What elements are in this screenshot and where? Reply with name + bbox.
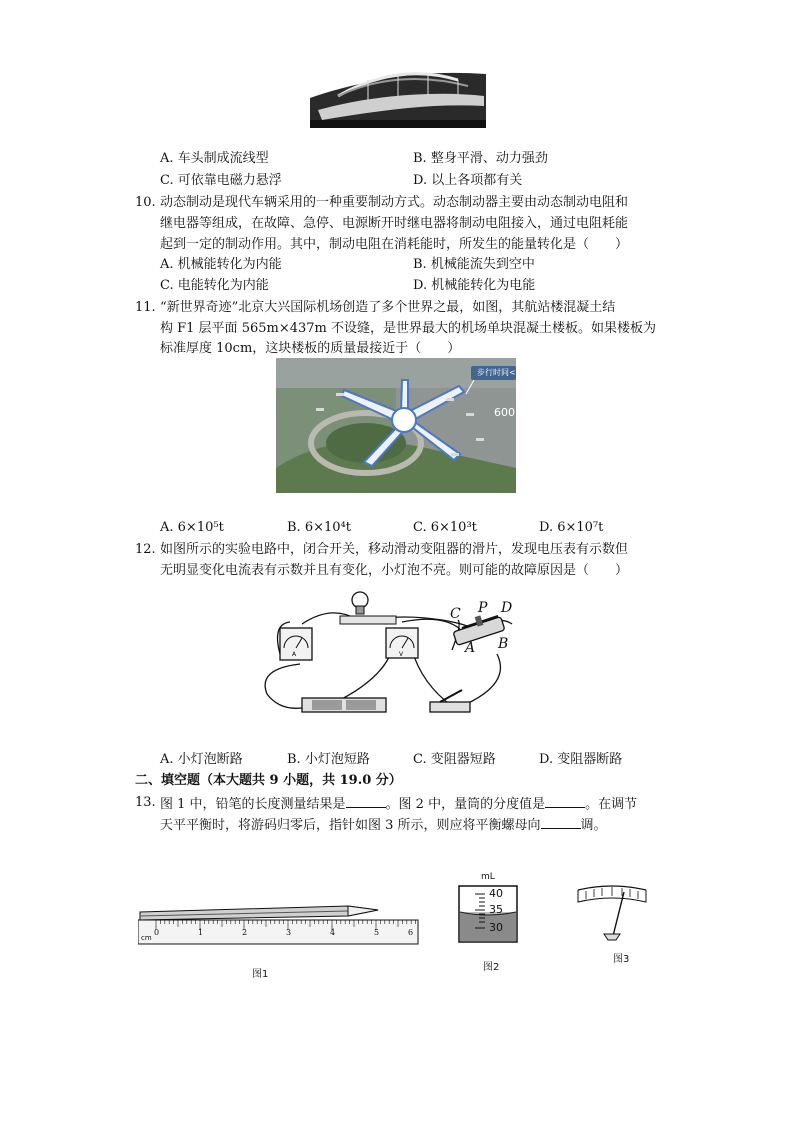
q12-line-1: 如图所示的实验电路中，闭合开关，移动滑动变阻器的滑片，发现电压表有示数但 [160, 542, 629, 557]
ruler-tick-4: 4 [330, 928, 336, 937]
circuit-label-c: C [450, 606, 461, 622]
q12-option-d: D. 变阻器断路 [539, 752, 623, 767]
q11-line-1: “新世界奇迹”北京大兴国际机场创造了多个世界之最，如图，其航站楼混凝土结 [160, 300, 616, 315]
q13-line-2 [160, 814, 607, 836]
q12-option-b: B. 小灯泡短路 [287, 752, 370, 767]
q9-option-b: B. 整身平滑、动力强劲 [413, 151, 548, 166]
q10-line-3: 起到一定的制动作用。其中，制动电阻在消耗能时，所发生的能量转化是（ ） [160, 237, 629, 252]
circuit-label-p: P [478, 600, 488, 616]
q13-blank-2[interactable] [545, 793, 585, 808]
svg-text:A: A [292, 651, 297, 658]
figure-3-caption: 图3 [613, 954, 630, 965]
balance-pointer-figure [572, 880, 652, 942]
q11-number: 11. [135, 300, 156, 315]
q13-number: 13. [135, 795, 156, 810]
q13-line1-part-c: 。在调节 [585, 797, 638, 812]
q12-number: 12. [135, 542, 156, 557]
q12-line-2: 无明显变化电流表有示数并且有变化，小灯泡不亮。则可能的故障原因是（ ） [160, 563, 629, 578]
q13-line1-part-a: 图 1 中，铅笔的长度测量结果是 [160, 797, 346, 812]
ruler-unit: cm [141, 934, 152, 942]
q12-option-a: A. 小灯泡断路 [160, 752, 243, 767]
airport-figure [276, 358, 516, 493]
q9-option-d: D. 以上各项都有关 [413, 173, 523, 188]
q10-line-1: 动态制动是现代车辆采用的一种重要制动方式。动态制动器主要由动态制动电阻和 [160, 195, 629, 210]
q11-line-2: 构 F1 层平面 565m×437m 不设缝，是世界最大的机场单块混凝土楼板。如果楼板为 [160, 321, 656, 336]
cylinder-unit: mL [481, 872, 495, 882]
section-heading: 二、填空题（本大题共 9 小题，共 19.0 分） [135, 773, 402, 788]
q12-option-c: C. 变阻器短路 [413, 752, 496, 767]
maglev-train-figure [308, 66, 488, 128]
circuit-figure [262, 584, 532, 724]
ammeter-icon [280, 628, 312, 660]
q10-option-b: B. 机械能流失到空中 [413, 257, 535, 272]
figure-2-caption: 图2 [483, 962, 500, 973]
ruler-tick-5: 5 [374, 928, 380, 937]
q13-blank-1[interactable] [346, 793, 386, 808]
q9-option-a: A. 车头制成流线型 [160, 151, 269, 166]
battery-icon [302, 698, 386, 712]
q10-option-c: C. 电能转化为内能 [160, 278, 269, 293]
q13-line-1 [160, 793, 637, 815]
cylinder-figure [455, 872, 523, 944]
q10-option-d: D. 机械能转化为电能 [413, 278, 536, 293]
pencil-ruler-figure [138, 900, 420, 950]
q13-line2-part-b: 调。 [580, 818, 607, 833]
q10-option-a: A. 机械能转化为内能 [160, 257, 282, 272]
cylinder-mark-30: 30 [489, 921, 503, 934]
q10-number: 10. [135, 195, 156, 210]
cylinder-mark-35: 35 [489, 903, 503, 916]
circuit-label-a: A [465, 640, 476, 656]
q11-option-a: A. 6×10⁵t [160, 520, 224, 535]
ruler-tick-3: 3 [286, 928, 292, 937]
cylinder-mark-40: 40 [489, 887, 503, 900]
circuit-label-d: D [501, 600, 513, 616]
figure-1-caption: 图1 [252, 969, 269, 980]
q11-option-d: D. 6×10⁷t [539, 520, 604, 535]
q11-line-3: 标准厚度 10cm，这块楼板的质量最接近于（ ） [160, 341, 461, 356]
ruler-tick-2: 2 [242, 928, 248, 937]
q9-option-c: C. 可依靠电磁力悬浮 [160, 173, 282, 188]
bulb-icon [340, 592, 396, 624]
ruler-tick-1: 1 [198, 928, 204, 937]
q13-line1-part-b: 。图 2 中，量筒的分度值是 [385, 797, 546, 812]
airport-number-label: 600 [494, 406, 515, 419]
switch-icon [430, 690, 470, 712]
q13-line2-part-a: 天平平衡时，将游码归零后，指针如图 3 所示，则应将平衡螺母向 [160, 818, 541, 833]
svg-text:V: V [399, 651, 404, 658]
q11-option-c: C. 6×10³t [413, 520, 477, 535]
voltmeter-icon [386, 628, 418, 658]
q11-option-b: B. 6×10⁴t [287, 520, 351, 535]
ruler-tick-0: 0 [154, 928, 160, 937]
q10-line-2: 继电器等组成，在故障、急停、电源断开时继电器将制动电阻接入，通过电阻耗能 [160, 216, 629, 231]
airport-walk-time-label: 步行时间< [477, 368, 516, 377]
circuit-label-b: B [498, 636, 509, 652]
ruler-tick-6: 6 [408, 928, 414, 937]
q13-blank-3[interactable] [541, 814, 581, 829]
